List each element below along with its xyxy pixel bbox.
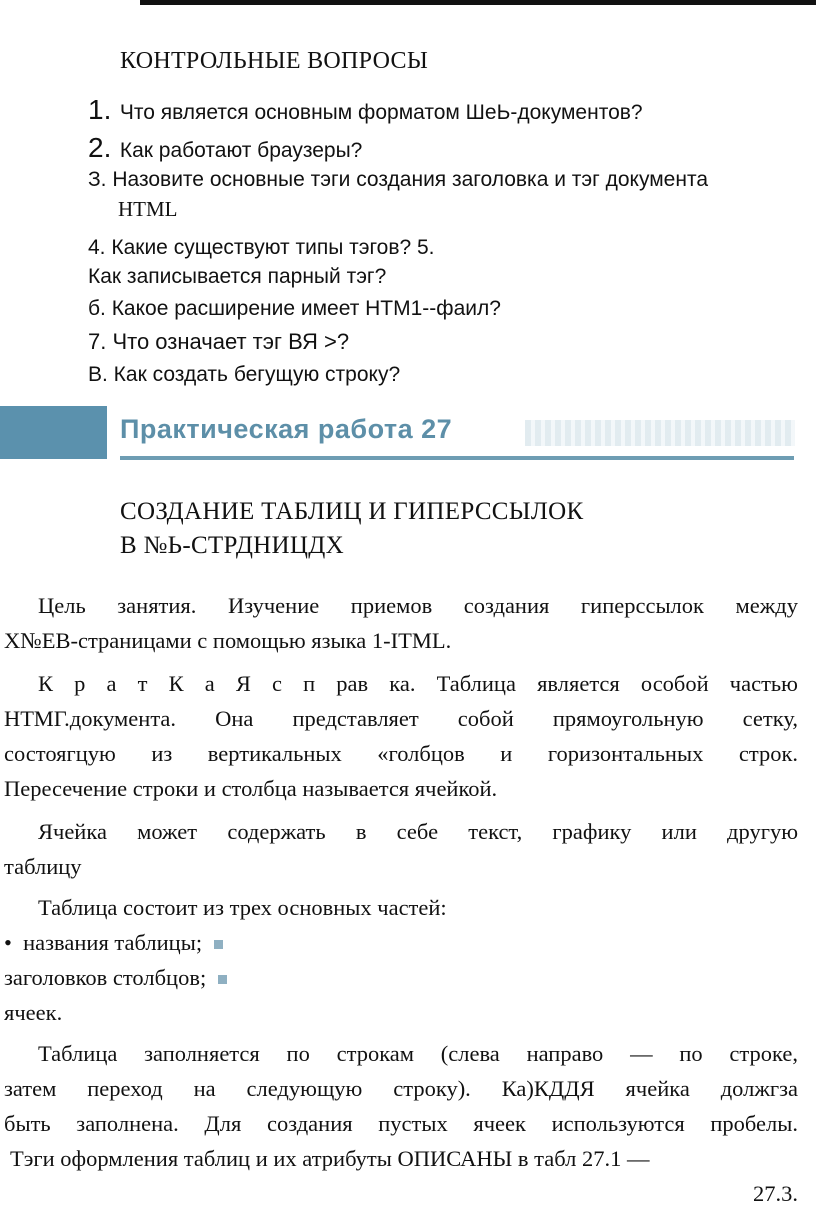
- fill-line-1: Таблица заполняется по строкам (слева направо — по строке,: [38, 1041, 798, 1066]
- brief-line-2: НТМГ.документа. Она представляет собой прямоугольную сетку,: [4, 706, 798, 731]
- bullet: •: [4, 930, 12, 955]
- banner-underline: [120, 456, 794, 460]
- question-3: З. Назовите основные тэги создания заголовка и тэг документа: [88, 168, 709, 191]
- question-5: Как записывается парный тэг?: [88, 265, 387, 288]
- question-7: 7. Что означает тэг ВЯ >?: [88, 329, 350, 354]
- practical-work-banner: Практическая работа 27: [120, 414, 453, 444]
- part-1: • названия таблицы;: [4, 925, 798, 960]
- square-bullet-icon: [214, 940, 223, 949]
- cell-line-2: таблицу: [4, 854, 82, 879]
- question-2: 2. Как работают браузеры?: [88, 132, 363, 163]
- banner-faint-text: [525, 420, 795, 446]
- parts-intro: Таблица состоит из трех основных частей:: [38, 895, 447, 920]
- cell-line-1: Ячейка может содержать в себе текст, графику или другую: [38, 819, 798, 844]
- part-3: ячеек.: [4, 1000, 63, 1025]
- question-6: б. Какое расширение имеет НТМ1--фаил?: [88, 297, 501, 320]
- banner-color-block: [0, 406, 107, 459]
- fill-line-2: затем переход на следующую строку). Ка)КДДЯ ячейка должгза: [4, 1076, 798, 1101]
- square-bullet-icon: [218, 975, 227, 984]
- brief-line-4: Пересечение строки и столбца называется ячейкой.: [4, 776, 498, 801]
- goal-line-1: Цель занятия. Изучение приемов создания гиперссылок между: [38, 593, 798, 618]
- question-1: 1. Что является основным форматом ШеЬ-документов?: [88, 94, 643, 125]
- brief-line-1: К р а т К а Я с п рав ка. Таблица является особой частью: [38, 671, 798, 696]
- part-2: заголовков столбцов;: [4, 960, 798, 995]
- tags-line-1: Тэги оформления таблиц и их атрибуты ОПИСАНЫ в табл 27.1 —: [10, 1146, 650, 1171]
- fill-line-3: быть заполнена. Для создания пустых ячеек используются пробелы.: [4, 1111, 798, 1136]
- question-3-cont: HTML: [118, 197, 178, 221]
- top-rule: [140, 0, 816, 5]
- control-questions-title: КОНТРОЛЬНЫЕ ВОПРОСЫ: [120, 48, 429, 74]
- body-text: [4, 588, 798, 1211]
- question-4: 4. Какие существуют типы тэгов? 5.: [88, 236, 435, 259]
- tags-line-2: 27.3.: [753, 1181, 798, 1206]
- work-title-line2: В №Ь-СТРДНИЦДХ: [120, 532, 344, 559]
- question-8: В. Как создать бегущую строку?: [88, 363, 401, 386]
- work-title-line1: СОЗДАНИЕ ТАБЛИЦ И ГИПЕРССЫЛОК: [120, 498, 584, 525]
- goal-line-2: Х№ЕВ-страницами с помощью языка 1-ITML.: [4, 628, 452, 653]
- brief-line-3: состоягцую из вертикальных «голбцов и горизонтальных строк.: [4, 741, 798, 766]
